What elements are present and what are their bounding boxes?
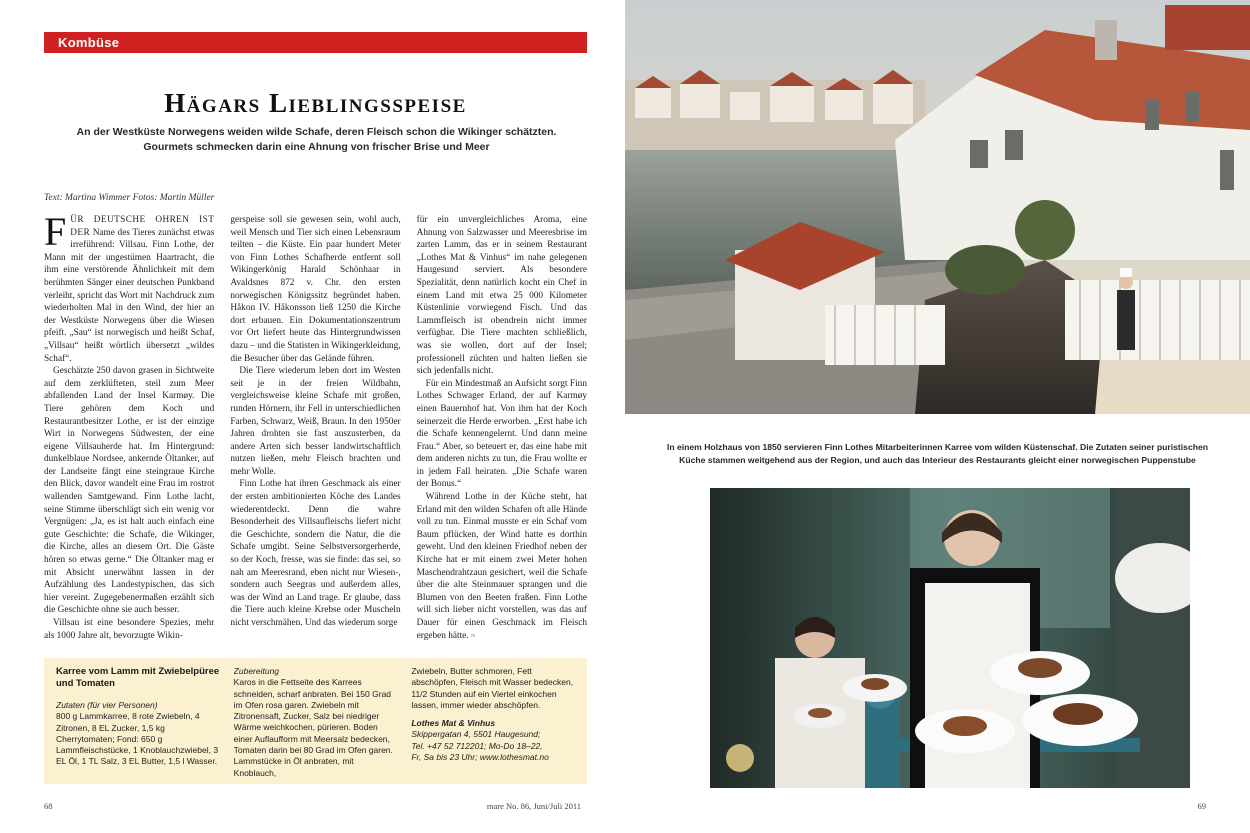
recipe-column-1 [56, 666, 220, 784]
drop-cap: F [44, 214, 67, 254]
paragraph: für ein unvergleichliches Aroma, eine Ahnung von Salzwasser und Meeresbrise im zarten Lamm, das er in seinem Restaurant „Lothes Mat & Vinhus“ im nahe gelegenen Haugesund serviert. Als besondere Spezialität, denn natürlich kocht ein Chef in einem Land mit etwa 25 000 Kilometer Küstenlinie vorwiegend Fisch. Und das Lammfleisch ist obendrein nicht immer verfügbar. Die Tiere machten schließlich, was sie wollen, dort auf der Insel; professionell züchten und halten ließen sie sich jedenfalls nicht. [416, 215, 587, 377]
restaurant-photo-illustration [710, 488, 1190, 788]
photo-waitresses-serving-plates [710, 488, 1190, 788]
section-label: Kombüse [44, 32, 587, 53]
paragraph: Für ein Mindestmaß an Aufsicht sorgt Finn Lothes Schwager Erland, der auf Karmøy einen Bauernhof hat. Von ihm hat der Koch seinerzeit die Herde erworben. „Erst habe ich die Schafe kennengelernt. Und dann meine Frau.“ Aber, so beteuert er, das eine habe mit dem anderen nichts zu tun, die Frau wollte er in jedem Fall heiraten. „Die Schafe waren der Bonus.“ [416, 378, 587, 490]
article-body [44, 214, 587, 654]
preparation-text-continued: Zwiebeln, Butter schmoren, Fett abschöpfen, Fleisch mit Wasser bedecken, 11/2 Stunden auf ein Viertel einkochen lassen, immer wieder abschöpfen. [411, 666, 574, 710]
ingredients-text: 800 g Lammkarree, 8 rote Zwiebeln, 4 Zitronen, 8 EL Zucker, 1,5 kg Cherrytomaten; Fond: 650 g Lammfleischstücke, 1 Knoblauchzwiebel, 3 EL Öl, 1 TL Salz, 3 EL Butter, 1,5 l Wasser. [56, 711, 219, 767]
paragraph-text: Während Lothe in der Küche steht, hat Erland mit den wilden Schafen oft alle Hände voll zu tun. Einmal musste er ein Schaf vom Baum pflücken, der Wind hatte es dorthin geweht. Und den kleinen Friedhof neben der Kirche hat er mit einem zwei Meter hohen Maschendrahtzaun gesichert, weil die Schafe über die alte Steinmauer sprangen und die Blumen von den Beeten fraßen. Finn Lothe will sich lieber nicht vorstellen, was das auf Dauer für einen Geschmack im Fleisch ergeben hätte. [416, 492, 587, 641]
article-column-2 [230, 214, 400, 654]
harbor-photo-illustration [625, 0, 1250, 414]
article-column-1 [44, 214, 214, 654]
paragraph [417, 491, 587, 642]
preparation-text: Karos in die Fettseite des Karrees schneiden, scharf anbraten. Bei 150 Grad im Ofen rosa garen. Zwiebeln mit Zitronensaft, Zucker, Salz bei niedriger Wärme weichkochen, pürieren. Boden einer Auflaufform mit Meersalz bedecken, Tomaten darin bei 80 Grad im Ofen garen. Lammstücke in Öl anbraten, mit Knoblauch, [233, 677, 393, 778]
recipe-title: Karree vom Lamm mit Zwiebelpüree und Tomaten [56, 666, 220, 689]
paragraph: gerspeise soll sie gewesen sein, wohl auch, weil Mensch und Tier sich einen Lebensraum teilten – die Küste. Ein paar hundert Meter von Finn Lothes Schafherde entfernt soll Wikingerkönig Harald Schönhaar in Avaldsnes 872 v. Chr. den ersten norwegischen Königssitz begründet haben. Håkon IV. Håkonsson ließ 1250 die Kirche dort erbauen. Ein Dokumentationszentrum vor Ort liefert heute das Hintergrundwissen dazu – und die Statisten in Wikingerkleidung, die Besucher über das Gelände führen. [230, 215, 401, 364]
restaurant-contact: Tel. +47 52 712201; Mo-Do 18–22, [411, 740, 543, 751]
paragraph: Villsau ist eine besondere Spezies, mehr als 1000 Jahre alt, bevorzugte Wikin- [44, 618, 215, 641]
article-credits: Text: Martina Wimmer Fotos: Martin Müller [44, 193, 215, 203]
photo-caption: In einem Holzhaus von 1850 servieren Finn Lothes Mitarbeiterinnen Karree vom wilden Küstenschaf. Die Zutaten seiner puristischen Küche stammen weitgehend aus der Region, und auch das Interieur des Restaurants gleicht einer norwegischen Puppenstube [666, 442, 1209, 465]
recipe-column-2 [234, 666, 398, 784]
article-subtitle: An der Westküste Norwegens weiden wilde Schafe, deren Fleisch schon die Wikinger schätzten. Gourmets schmecken darin eine Ahnung von frischer Brise und Meer [76, 126, 557, 153]
ingredients-label: Zutaten (für vier Personen) [56, 700, 158, 710]
page-number-left: 68 [44, 801, 53, 811]
article-column-3 [417, 214, 587, 654]
photo-harbor-wooden-house [625, 0, 1250, 414]
paragraph: Finn Lothe hat ihren Geschmack als einer der ersten ambitionierten Köche des Landes wiederentdeckt. Denn die wahre Besonderheit des Villsaufleischs liefert nicht die Geschichte, sondern die Natur, die die Schafe umgibt. Seine Selbstversorgerherde, so der Koch, fresse, was sie finde: das sei, so nah am Meeresrand, eben nicht nur Wiesen-, sondern auch Seegras und außerdem alles, was der Wind an Land trage. Er glaube, dass die Tiere auch kleine Krebse oder Muscheln nicht verschmähen. Und das wiederum sorge [230, 479, 401, 628]
end-mark-icon: ≈ [470, 630, 476, 640]
restaurant-address: Skippergatan 4, 5501 Haugesund; [411, 729, 541, 740]
paragraph [44, 214, 214, 365]
recipe-column-3 [411, 666, 575, 784]
restaurant-hours: Fr, Sa bis 23 Uhr; www.lothesmat.no [411, 752, 549, 763]
lead-in: ÜR DEUTSCHE OHREN IST DER [70, 215, 215, 238]
issue-footer: mare No. 86, Juni/Juli 2011 [486, 801, 581, 811]
page-number-right: 69 [1197, 801, 1206, 811]
paragraph: Geschätzte 250 davon grasen in Sichtweite auf dem zerklüfteten, steil zum Meer abfallenden Land der Insel Karmøy. Die Tiere gehören dem Koch und Restaurantbesitzer Lothe, er ist der einzige Wirt in Norwegens Südwesten, der eine eigene Villsauherde hat. Im Hintergrund: dunkelblaue Nordsee, ankernde Öltanker, auf der Landseite fängt eine steingraue Kirche den Blick, davor wandelt eine Frau im rostrot wallenden Samtgewand. Finn Lothe lacht, seine Stimme überschlägt sich ein wenig vor Vergnügen: „Ja, es ist halt auch einfach eine gute Geschichte: die Schafe, die Wikinger, die Kirche, alles an diesem Ort. Die Gäste hören so etwas gerne.“ Die Öltanker mag er mit Absicht unerwähnt lassen in der Aufzählung des Landestypischen, das sich hier vereint. Zugegebenermaßen erzählt sich die Geschichte ohne sie auch besser. [44, 366, 215, 616]
paragraph: Die Tiere wiederum leben dort im Westen seit je in der freien Wildbahn, vergleichsweise kleine Schafe mit großen, runden Hörnern, ihr Fell in unterschiedlichen Farben, Schwarz, Weiß, Braun. In den 1950er Jahren drohten sie fast auszusterben, da andere Arten sich besser landwirtschaftlich nutzen ließen, mehr Fleisch brachten und mehr Wolle. [230, 366, 401, 477]
paragraph-text: Name des Tieres zunächst etwas irreführend: Villsau. Finn Lothe, der Mann mit der ungestümen Haartracht, die ihm eine verstörende Ähnlichkeit mit dem berühmten Sänger einer deutschen Punkband verleiht, spricht das Wort mit Nachdruck zum wiederholten Mal in den Wind, der hier an der Westküste Norwegens über die Wiesen pfeift. „Sau“ ist norwegisch und heißt Schaf, „Villsau“ heißt wörtlich übersetzt „wildes Schaf“. [44, 227, 215, 364]
article-title: Hägars Lieblingsspeise [164, 88, 467, 118]
recipe-box [44, 658, 587, 784]
preparation-label: Zubereitung [233, 666, 280, 676]
restaurant-name: Lothes Mat & Vinhus [411, 718, 496, 729]
right-page [625, 0, 1250, 833]
